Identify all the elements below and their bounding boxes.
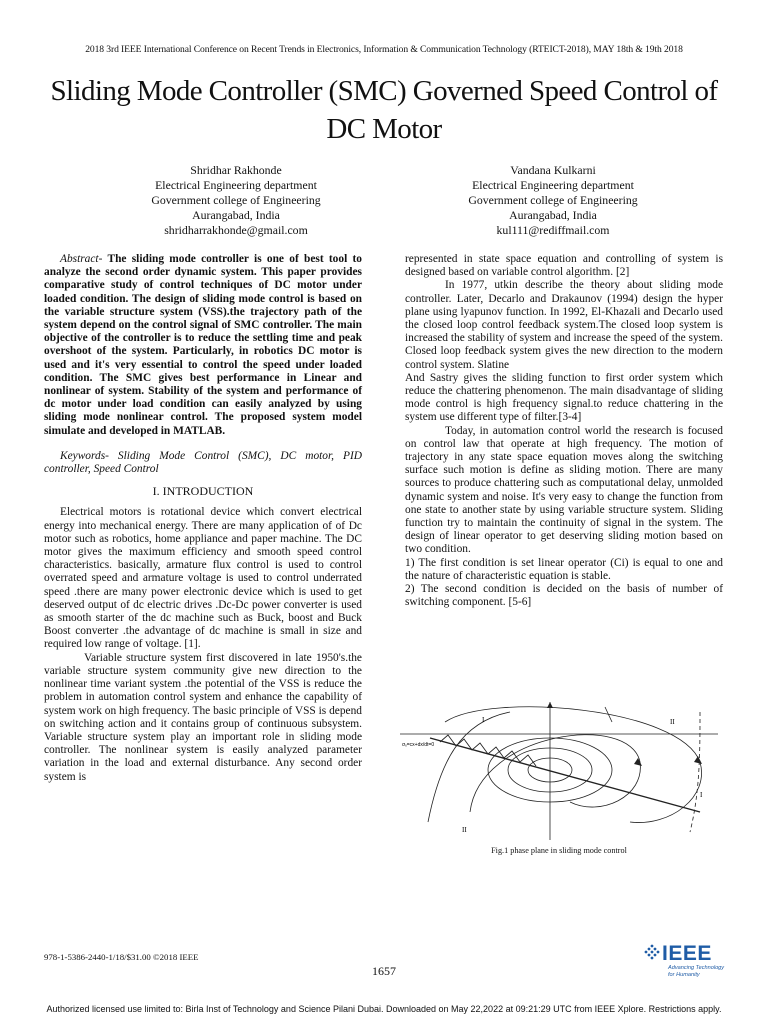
- region-label-II: II: [462, 826, 467, 834]
- author-org: Government college of Engineering: [468, 193, 638, 207]
- paragraph: And Sastry gives the sliding function to first order system which reduce the chattering phenomenon. The main disadvantage of sliding mode control is high frequency signal.to reduce chattering in the system use different type of filter.[3-4]: [405, 371, 723, 424]
- author-name: Vandana Kulkarni: [510, 163, 596, 177]
- paper-title-line1: Sliding Mode Controller (SMC) Governed Speed Control of: [50, 75, 718, 107]
- paragraph: In 1977, utkin describe the theory about sliding mode controller. Later, Decarlo and Drakaunov (1994) design the hyper plane using lyapunov function. In 1992, El-Khazali and Decarlo used the closed loop control feedback system.The closed loop system is increased the stability of system and increase the speed of the system. Closed loop feedback system gives the new direction to the modern control system. Slatine: [405, 279, 723, 371]
- paragraph: Variable structure system first discovered in late 1950's.the variable structure system community give new direction to the nonlinear time variant system .the potential of the VSS is reduce the problem in automation control system and enhance the capability of system work on high frequency. The basic principle of VSS is depend on switching action and it contains group of continuous subsystem. Variable structure system play an important role in sliding mode controller. The nonlinear system is easily analyzed parameter variation in the load and external disturbance. Any second order system is: [44, 651, 362, 783]
- paragraph: 1) The first condition is set linear operator (Ci) is equal to one and the nature of characteristic equation is stable.: [405, 556, 723, 582]
- section-heading: I. INTRODUCTION: [152, 484, 254, 499]
- arrow-head: [634, 758, 642, 766]
- ieee-tagline-line2: for Humanity: [668, 971, 700, 978]
- conference-header: 2018 3rd IEEE International Conference on Recent Trends in Electronics, Information & Communication Technology (RTEICT-2018), MAY 18th & 19th 2018: [85, 44, 683, 55]
- trajectory: [690, 712, 700, 832]
- paper-title-line2: DC Motor: [326, 113, 442, 145]
- region-label-I: I: [482, 716, 485, 724]
- ieee-diamond-icon: [644, 944, 660, 964]
- switching-surface-label: σₓ=cx+dx/dt=0: [402, 742, 435, 748]
- author-email: kul111@rediffmail.com: [496, 223, 610, 237]
- author-org: Government college of Engineering: [151, 193, 321, 207]
- trajectory: [470, 735, 640, 812]
- ieee-tagline-line1: Advancing Technology: [668, 965, 725, 971]
- abstract: [44, 253, 362, 438]
- author-city: Aurangabad, India: [509, 208, 597, 222]
- abstract-text: The sliding mode controller is one of best tool to analyze the second order dynamic system. This paper provides comparative study of control techniques of DC motor under loaded condition. The design of sliding mode control is based on the variable structure system (VSS).the trajectory path of the system depend on the control signal of SMC controller. The main objective of the controller is to reduce the settling time and peak overshoot of the system. Particularly, in robotics DC motor is used and it's very essential to control the speed under loaded condition. The SMC gives best performance in Linear and nonlinear of system. Stability of the system and performance of dc motor under load condition can easily analyzed by using sliding mode nonlinear control. The proposed system model simulate and developed in MATLAB.: [44, 253, 362, 437]
- paragraph: 2) The second condition is decided on the basis of number of switching component. [5-6]: [405, 583, 723, 609]
- author-email: shridharrakhonde@gmail.com: [164, 223, 308, 237]
- trajectory: [445, 707, 702, 823]
- isbn-copyright: 978-1-5386-2440-1/18/$31.00 ©2018 IEEE: [44, 952, 199, 962]
- paper-title: [30, 72, 738, 148]
- author-dept: Electrical Engineering department: [472, 178, 634, 192]
- paragraph: represented in state space equation and controlling of system is designed based on variable control algorithm. [2]: [405, 253, 723, 279]
- ieee-tagline: [668, 965, 724, 978]
- chattering-path: [440, 735, 536, 766]
- region-label-II: II: [670, 718, 675, 726]
- author-2: [403, 163, 703, 238]
- paragraph: Today, in automation control world the research is focused on control law that operate at high frequency. The motion of trajectory in any state space equation moves along the switching surface such motion is define as sliding motion. There are many sources to produce chattering such as computational delay, unmolded dynamic system and noise. It's very easy to change the function from one state to another state by using variable structure system. Sliding function try to maintain the continuity of signal in the system. The design of linear operator to get deserving sliding motion based on two condition.: [405, 424, 723, 556]
- author-city: Aurangabad, India: [192, 208, 280, 222]
- arrow-head: [547, 702, 553, 708]
- region-label-I: I: [700, 791, 703, 799]
- arrow-head: [694, 756, 702, 764]
- keywords: Keywords- Sliding Mode Control (SMC), DC motor, PID controller, Speed Control: [44, 449, 362, 476]
- phase-plane-figure: [400, 702, 730, 840]
- figure-caption: Fig.1 phase plane in sliding mode control: [491, 846, 627, 855]
- license-notice: Authorized licensed use limited to: Birla Inst of Technology and Science Pilani Dubai. Downloaded on May 22,2022 at 09:21:29 UTC from IEEE Xplore. Restrictions apply.: [46, 1004, 722, 1014]
- author-1: [86, 163, 386, 238]
- left-column: [44, 253, 362, 784]
- trajectory: [428, 712, 510, 822]
- paragraph: Electrical motors is rotational device which convert electrical energy into mechanical energy. There are many application of of Dc motor such as robotics, home appliance and paper machine. The DC motor gives the maximum efficiency and smooth speed control characteristics. basically, armature flux control is used to control overrated speed and armature voltage is used to control underrated speed .there are many power electronic device which is used to get deserved output of dc electric drives .Dc-Dc power converter is used as smooth starter of the dc machine such as Buck, boost and Buck Boost converter .the advantage of dc machine is small in size and required low range of voltage. [1].: [44, 506, 362, 651]
- ieee-logo-text: IEEE: [662, 942, 712, 965]
- author-name: Shridhar Rakhonde: [190, 163, 282, 177]
- abstract-label: Abstract-: [60, 253, 103, 265]
- right-column: [405, 253, 723, 609]
- page-number: 1657: [372, 964, 396, 978]
- author-dept: Electrical Engineering department: [155, 178, 317, 192]
